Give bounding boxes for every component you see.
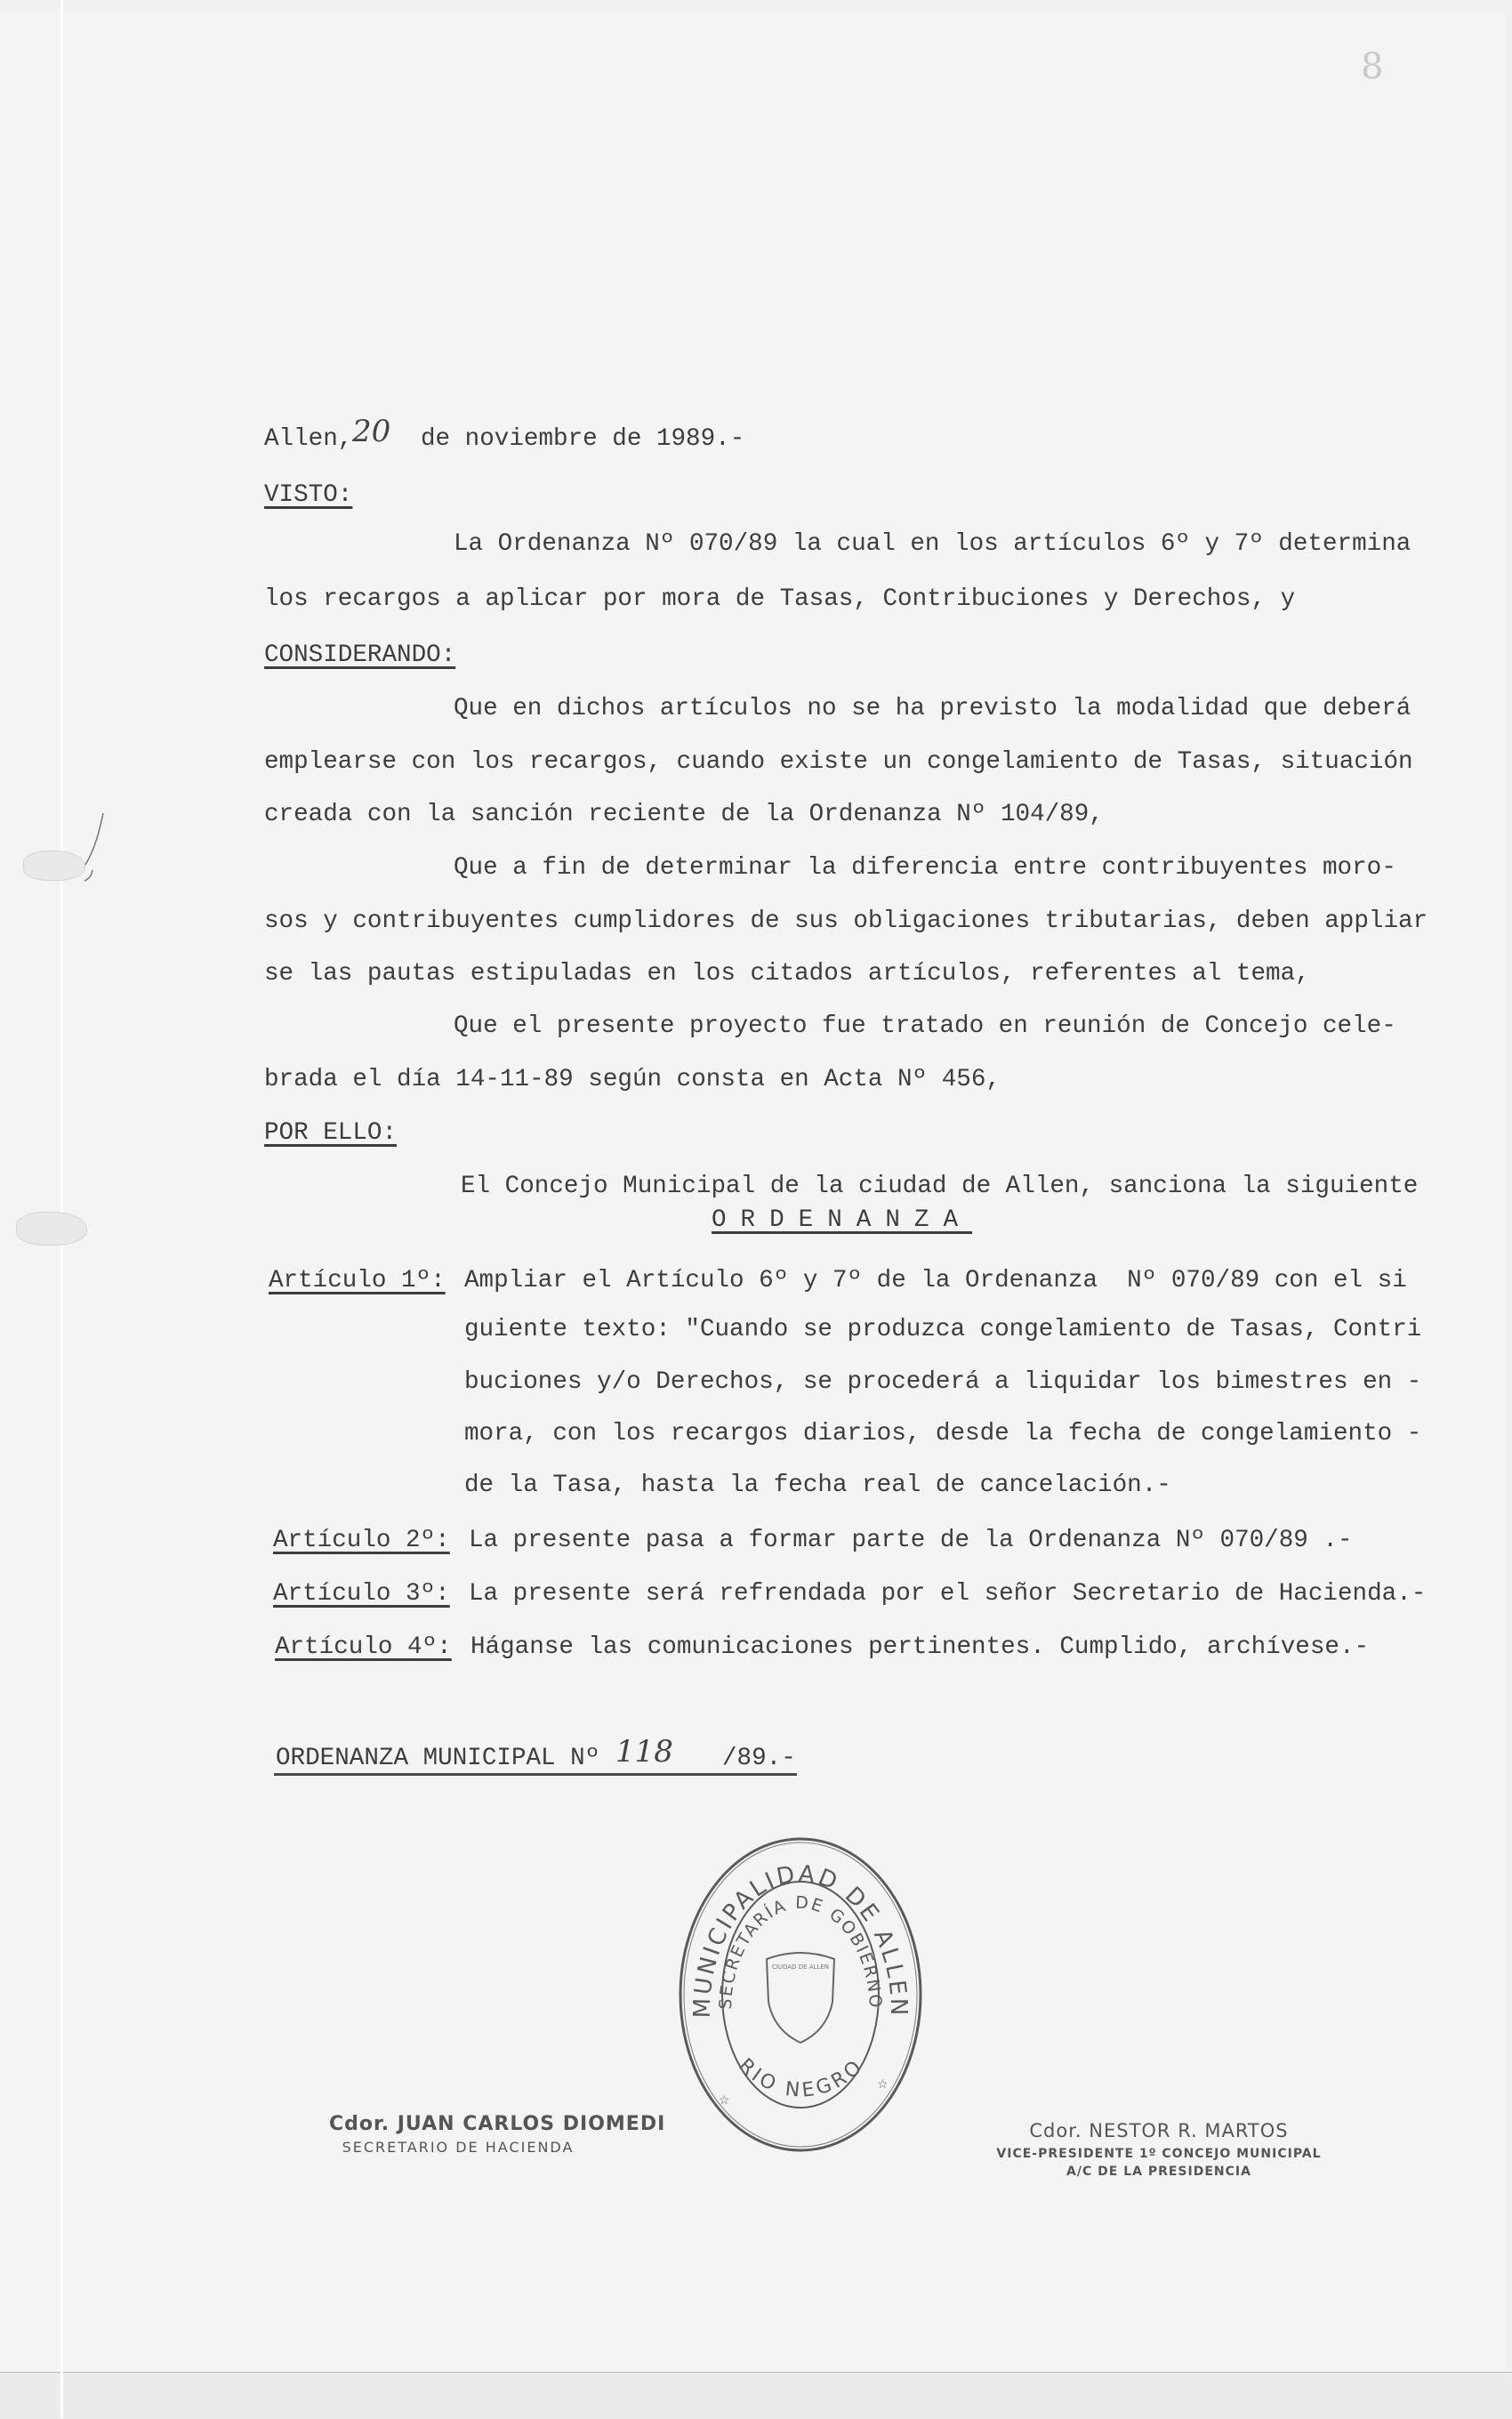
municipal-seal bbox=[676, 1833, 925, 2157]
article-1-line: mora, con los recargos diarios, desde la fecha de congelamiento - bbox=[464, 1420, 1422, 1447]
visto-line: La Ordenanza Nº 070/89 la cual en los artículos 6º y 7º determina bbox=[454, 530, 1411, 558]
ordenanza-number-underline bbox=[274, 1773, 797, 1776]
punch-hole-top bbox=[23, 851, 85, 881]
signatory-name: Cdor. NESTOR R. MARTOS bbox=[1029, 2120, 1289, 2141]
article-2-label: Artículo 2º: bbox=[273, 1527, 450, 1554]
signatory-name: Cdor. JUAN CARLOS DIOMEDI bbox=[329, 2113, 666, 2135]
article-2-line: La presente pasa a formar parte de la Ordenanza Nº 070/89 .- bbox=[469, 1527, 1353, 1554]
article-1-line: buciones y/o Derechos, se procederá a liquidar los bimestres en - bbox=[464, 1368, 1422, 1396]
por-ello-heading: POR ELLO: bbox=[264, 1119, 398, 1147]
article-4-line: Háganse las comunicaciones pertinentes. Cumplido, archívese.- bbox=[470, 1633, 1370, 1661]
seal-bottom-text: RIO NEGRO bbox=[734, 2054, 869, 2102]
article-1-line: de la Tasa, hasta la fecha real de cancelación.- bbox=[464, 1472, 1171, 1499]
shield-text: CIUDAD DE ALLEN bbox=[771, 1963, 830, 1971]
seal-outer-text: MUNICIPALIDAD DE ALLEN bbox=[688, 1860, 913, 2019]
article-1-line: guiente texto: "Cuando se produzca congelamiento de Tasas, Contri bbox=[464, 1316, 1422, 1343]
visto-line: los recargos a aplicar por mora de Tasas, Contribuciones y Derechos, y bbox=[264, 585, 1296, 613]
signatory-title: A/C DE LA PRESIDENCIA bbox=[1066, 2165, 1251, 2179]
article-4-label: Artículo 4º: bbox=[275, 1633, 452, 1661]
date-text: de noviembre de 1989.- bbox=[421, 425, 745, 453]
handwritten-day: 20 bbox=[352, 414, 391, 449]
considerando-line: Que a fin de determinar la diferencia entre contribuyentes moro- bbox=[454, 854, 1396, 882]
seal-star-icon: ☆ bbox=[877, 2078, 889, 2092]
ordenanza-number-prefix: ORDENANZA MUNICIPAL Nº bbox=[276, 1745, 600, 1772]
seal-star-icon: ☆ bbox=[719, 2094, 730, 2108]
considerando-heading: CONSIDERANDO: bbox=[264, 641, 456, 669]
place: Allen, bbox=[264, 425, 353, 453]
article-3-label: Artículo 3º: bbox=[273, 1580, 450, 1608]
ordenanza-number-suffix: /89.- bbox=[722, 1745, 796, 1772]
scan-background bbox=[0, 2372, 1512, 2419]
article-1-label: Artículo 1º: bbox=[269, 1267, 446, 1294]
pencil-mark bbox=[80, 811, 107, 883]
considerando-line: creada con la sanción reciente de la Ordenanza Nº 104/89, bbox=[264, 801, 1104, 828]
considerando-line: se las pautas estipuladas en los citados artículos, referentes al tema, bbox=[264, 960, 1310, 988]
considerando-line: Que en dichos artículos no se ha previsto la modalidad que deberá bbox=[454, 695, 1411, 722]
article-3-line: La presente será refrendada por el señor Secretario de Hacienda.- bbox=[469, 1580, 1427, 1608]
visto-heading: VISTO: bbox=[264, 481, 353, 509]
signature-block-right bbox=[994, 2120, 1323, 2179]
ordenanza-title: ORDENANZA bbox=[712, 1206, 973, 1234]
signatory-title: SECRETARIO DE HACIENDA bbox=[342, 2139, 575, 2156]
considerando-line: emplearse con los recargos, cuando existe un congelamiento de Tasas, situación bbox=[264, 748, 1413, 776]
seal-inner-text: SECRETARÍA DE GOBIERNO bbox=[715, 1892, 886, 2011]
considerando-line: brada el día 14-11-89 según consta en Acta Nº 456, bbox=[264, 1066, 1001, 1093]
article-1-line: Ampliar el Artículo 6º y 7º de la Ordenanza Nº 070/89 con el si bbox=[464, 1267, 1407, 1294]
page-number-pencil: 8 bbox=[1361, 46, 1384, 87]
fold-line bbox=[60, 0, 63, 2418]
signatory-title: VICE-PRESIDENTE 1º CONCEJO MUNICIPAL bbox=[996, 2147, 1322, 2161]
punch-hole-bottom bbox=[16, 1212, 87, 1246]
considerando-line: Que el presente proyecto fue tratado en reunión de Concejo cele- bbox=[454, 1012, 1396, 1040]
por-ello-line: El Concejo Municipal de la ciudad de Allen, sanciona la siguiente bbox=[461, 1173, 1419, 1200]
considerando-line: sos y contribuyentes cumplidores de sus obligaciones tributarias, deben appliar bbox=[264, 907, 1428, 935]
signature-block-left bbox=[329, 2113, 666, 2156]
ordenanza-number-handwritten: 118 bbox=[615, 1734, 673, 1770]
